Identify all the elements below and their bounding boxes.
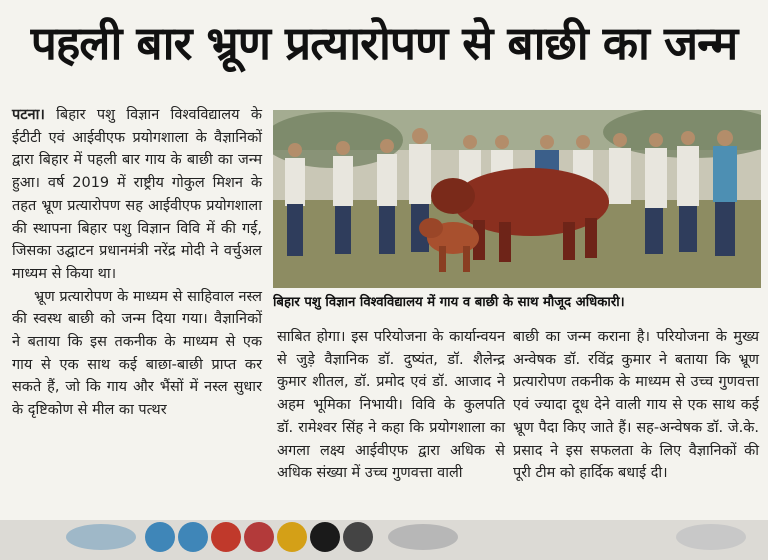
- photo-caption: बिहार पशु विज्ञान विश्वविद्यालय में गाय व बाछी के साथ मौजूद अधिकारी।: [273, 295, 625, 310]
- photo-illustration: [273, 110, 761, 288]
- headline: पहली बार भ्रूण प्रत्यारोपण से बाछी का जन्म: [30, 16, 738, 70]
- color-swatch-7: [343, 522, 373, 552]
- paragraph-2: भ्रूण प्रत्यारोपण के माध्यम से साहिवाल नस्ल की स्वस्थ बाछी को जन्म दिया गया। वैज्ञानिकों ने बताया कि इस तकनीक के माध्यम से एक गाय से एक साथ कई बाछा-बाछी प्राप्त कर सकते हैं, जो कि गाय और भैंसों में नस्ल सुधार के दृष्टिकोण से मील का पत्थर: [12, 288, 262, 419]
- color-swatch-4: [244, 522, 274, 552]
- color-swatch-6: [310, 522, 340, 552]
- article-column-2: [277, 326, 505, 485]
- color-swatch-9: [676, 524, 746, 550]
- color-swatch-3: [211, 522, 241, 552]
- paragraph-4: बाछी का जन्म कराना है। परियोजना के मुख्य अन्वेषक डॉ. रविंद्र कुमार ने बताया कि भ्रूण प्रत्यारोपण तकनीक के माध्यम से उच्च गुणवत्ता एवं ज्यादा दूध देने वाली गाय से एक साथ कई भ्रूण पैदा किए जाते हैं। सह-अन्वेषक डॉ. जे.के. प्रसाद ने इस सफलता के लिए वैज्ञानिकों की पूरी टीम को हार्दिक बधाई दी।: [513, 329, 759, 482]
- paragraph-3: साबित होगा। इस परियोजना के कार्यान्वयन से जुड़े वैज्ञानिक डॉ. दुष्यंत, डॉ. शैलेन्द्र कुमार शीतल, डॉ. प्रमोद एवं डॉ. आजाद ने अहम भूमिका निभायी। विवि के कुलपति डॉ. रामेश्वर सिंह ने कहा कि प्रयोगशाला का अगला लक्ष्य आईवीएफ द्वारा अधिक से अधिक संख्या में उच्च गुणवत्ता वाली: [277, 329, 505, 482]
- paragraph-1: बिहार पशु विज्ञान विश्वविद्यालय के ईटीटी एवं आईवीएफ प्रयोगशाला के वैज्ञानिकों द्वारा बिहार में पहली बार गाय के बाछी का जन्म हुआ। वर्ष 2019 में राष्ट्रीय गोकुल मिशन के तहत भ्रूण प्रत्यारोपण सह आईवीएफ प्रयोगशाला की स्थापना बिहार पशु विज्ञान विवि में की गई, जिसका उद्घाटन प्रधानमंत्री नरेंद्र मोदी ने वर्चुअल माध्यम से किया था।: [12, 107, 263, 282]
- article-column-1: [12, 104, 262, 422]
- color-swatch-5: [277, 522, 307, 552]
- color-swatch-2: [178, 522, 208, 552]
- color-swatch-1: [145, 522, 175, 552]
- color-swatch-0: [66, 524, 136, 550]
- color-swatch-8: [388, 524, 458, 550]
- news-photo: [273, 110, 761, 288]
- dateline: पटना।: [12, 107, 45, 123]
- article-column-3: [513, 326, 759, 485]
